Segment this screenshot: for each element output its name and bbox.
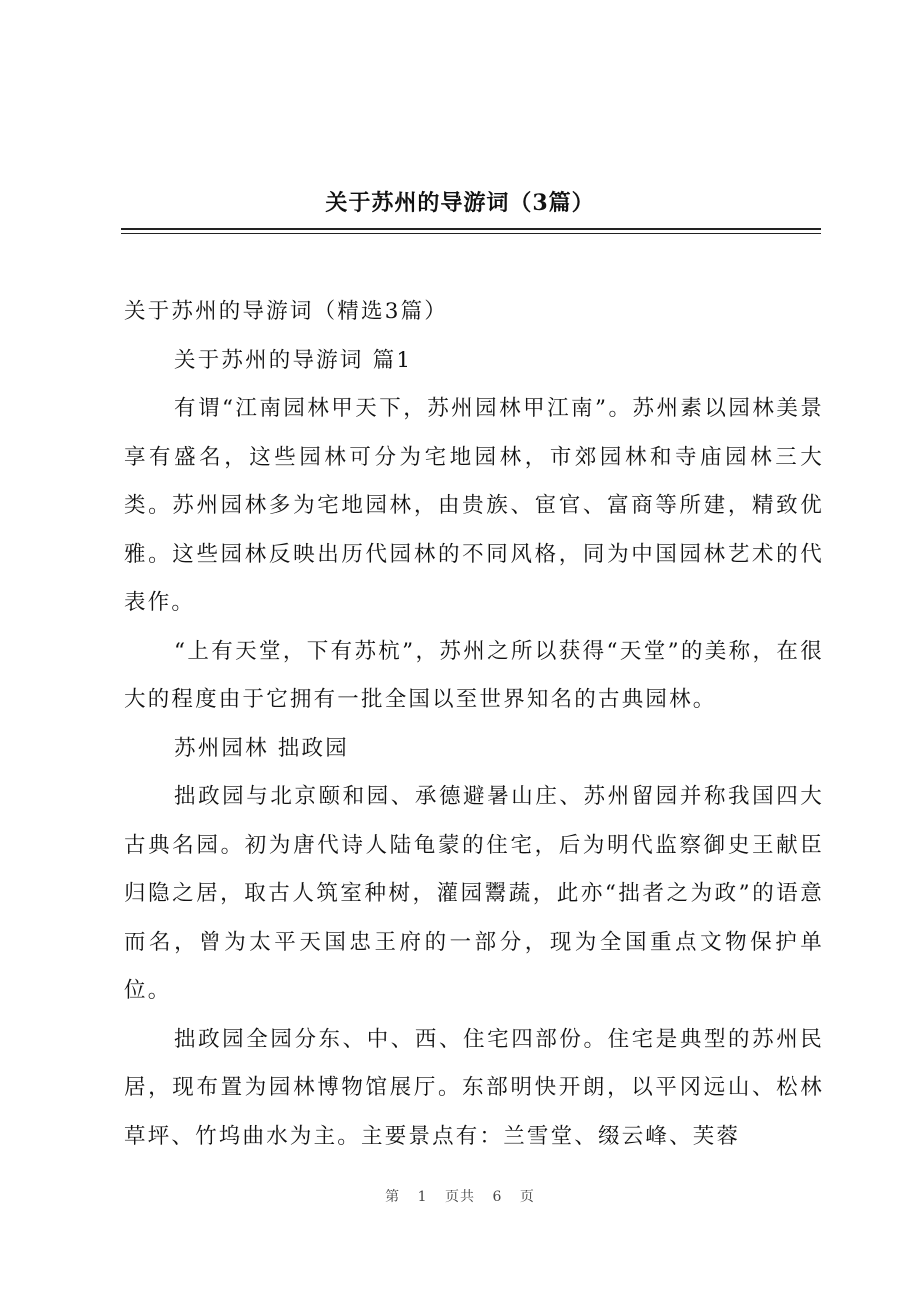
- footer-label-ye: 页: [519, 1189, 535, 1205]
- footer-current-page: 1: [417, 1189, 428, 1205]
- subtitle: 关于苏州的导游词（精选3篇）: [124, 299, 448, 324]
- section-heading: 关于苏州的导游词 篇1: [174, 347, 413, 373]
- document-body: [124, 288, 824, 1161]
- footer-total-pages: 6: [492, 1189, 503, 1205]
- page-footer: [0, 1186, 920, 1206]
- paragraph: 有谓“江南园林甲天下，苏州园林甲江南”。苏州素以园林美景享有盛名，这些园林可分为宅地园林，市郊园林和寺庙园林三大类。苏州园林多为宅地园林，由贵族、宦官、富商等所建，精致优雅。这些园林反映出历代园林的不同风格，同为中国园林艺术的代表作。: [124, 396, 824, 615]
- paragraph: 拙政园全园分东、中、西、住宅四部份。住宅是典型的苏州民居，现布置为园林博物馆展厅。东部明快开朗，以平冈远山、松林草坪、竹坞曲水为主。主要景点有：兰雪堂、缀云峰、芙蓉: [124, 1026, 824, 1149]
- footer-label-di: 第: [385, 1189, 401, 1205]
- garden-heading: 苏州园林 拙政园: [174, 735, 349, 761]
- title-rule-thin: [121, 233, 821, 234]
- footer-label-ye-gong: 页共: [445, 1189, 475, 1205]
- document-title: 关于苏州的导游词（3篇）: [325, 190, 595, 216]
- paragraph: “上有天堂，下有苏杭”，苏州之所以获得“天堂”的美称，在很大的程度由于它拥有一批全国以至世界知名的古典园林。: [124, 638, 824, 712]
- paragraph: 拙政园与北京颐和园、承德避暑山庄、苏州留园并称我国四大古典名园。初为唐代诗人陆龟蒙的住宅，后为明代监察御史王献臣归隐之居，取古人筑室种树，灌园鬻蔬，此亦“拙者之为政”的语意而名，曾为太平天国忠王府的一部分，现为全国重点文物保护单位。: [124, 784, 824, 1003]
- title-rule-thick: [121, 228, 821, 230]
